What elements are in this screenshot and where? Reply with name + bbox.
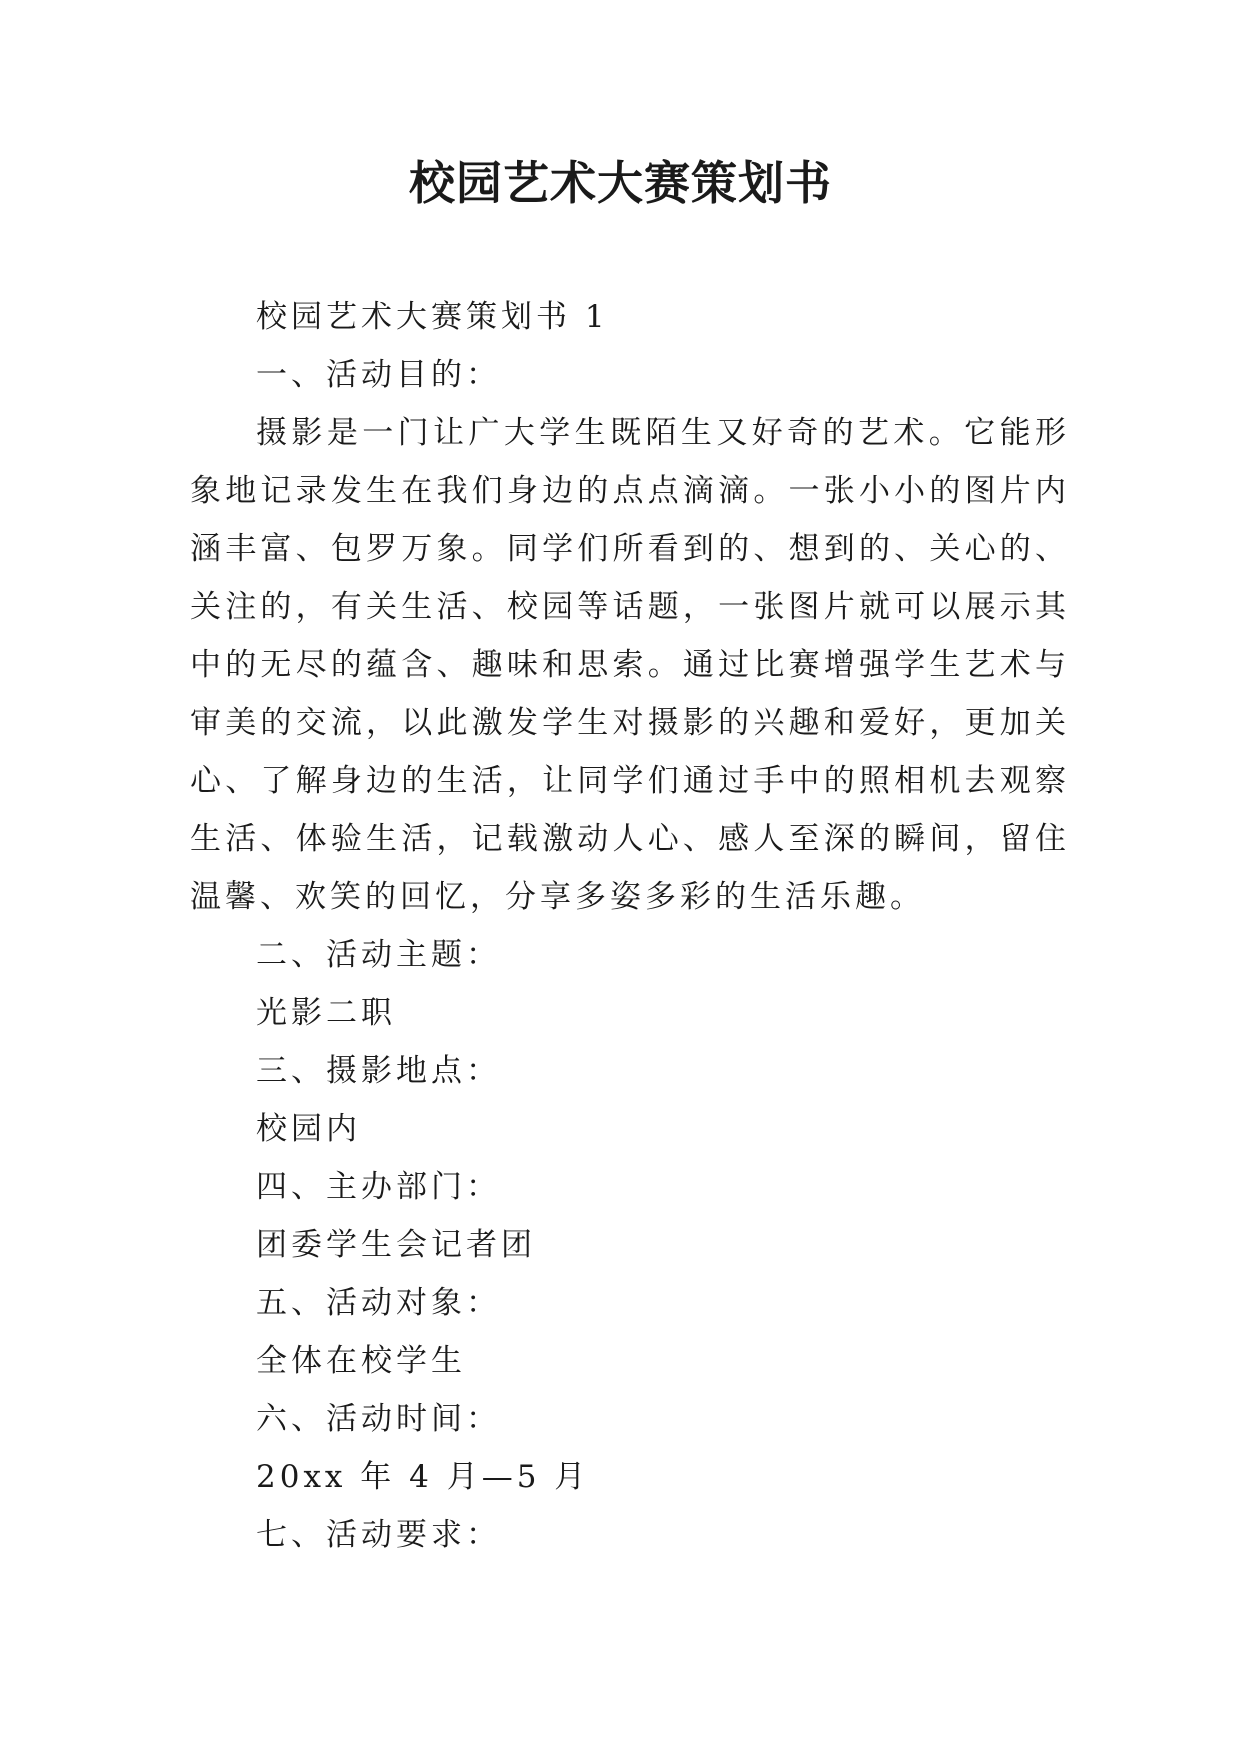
paragraph-time: 20xx 年 4 月—5 月	[256, 1459, 590, 1495]
paragraph-location: 校园内	[256, 1111, 361, 1147]
paragraph-organizer: 团委学生会记者团	[256, 1227, 536, 1263]
document-title: 校园艺术大赛策划书	[409, 156, 832, 210]
heading-time: 六、活动时间：	[256, 1401, 501, 1437]
heading-requirements: 七、活动要求：	[256, 1517, 501, 1553]
paragraph-theme: 光影二职	[256, 995, 396, 1031]
heading-audience: 五、活动对象：	[256, 1285, 501, 1321]
heading-activity-purpose: 一、活动目的：	[256, 357, 501, 393]
paragraph-audience: 全体在校学生	[256, 1343, 466, 1379]
paragraph-purpose-body: 摄影是一门让广大学生既陌生又好奇的艺术。它能形象地记录发生在我们身边的点点滴滴。一张小小的图片内涵丰富、包罗万象。同学们所看到的、想到的、关心的、关注的，有关生活、校园等话题，一张图片就可以展示其中的无尽的蕴含、趣味和思索。通过比赛增强学生艺术与审美的交流，以此激发学生对摄影的兴趣和爱好，更加关心、了解身边的生活，让同学们通过手中的照相机去观察生活、体验生活，记载激动人心、感人至深的瞬间，留住温馨、欢笑的回忆，分享多姿多彩的生活乐趣。	[190, 415, 1070, 915]
heading-location: 三、摄影地点：	[256, 1053, 501, 1089]
heading-activity-theme: 二、活动主题：	[256, 937, 501, 973]
heading-organizer: 四、主办部门：	[256, 1169, 501, 1205]
document-body	[190, 288, 1070, 1564]
heading-section-1: 校园艺术大赛策划书 1	[256, 299, 609, 335]
